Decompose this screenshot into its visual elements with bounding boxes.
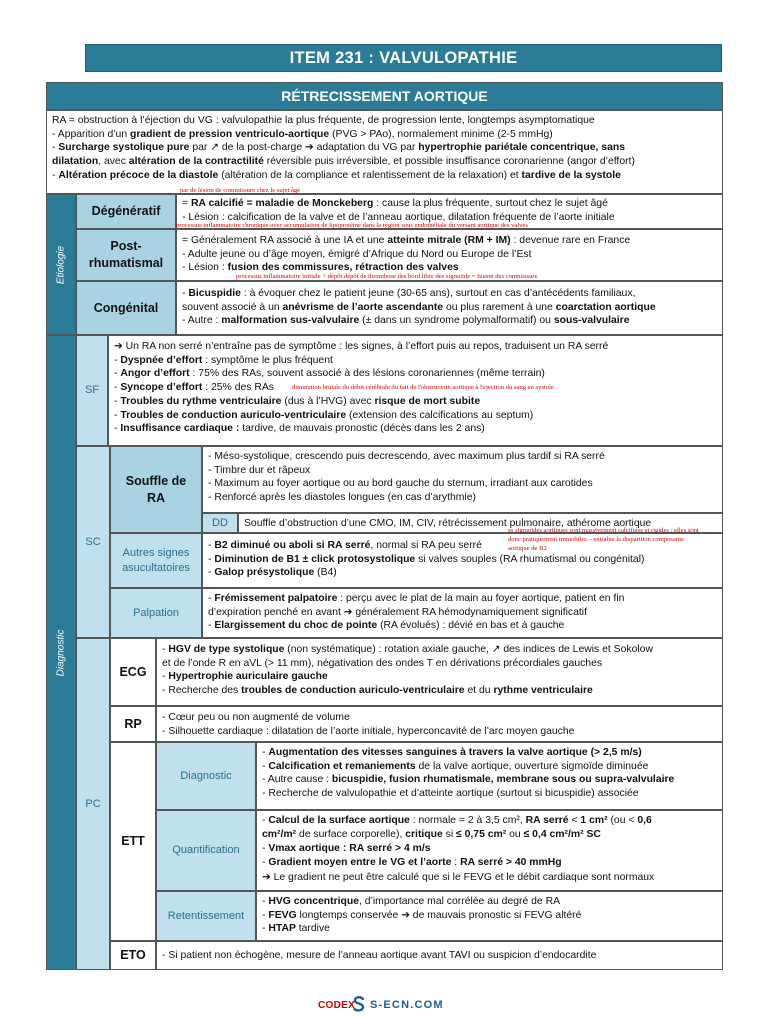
text-line: - Augmentation des vitesses sanguines à travers la valve aortique (> 2,5 m/s) xyxy=(262,747,642,758)
palpation-text xyxy=(202,588,723,638)
text-line: - Renforcé après les diastoles longues (en cas d’arythmie) xyxy=(208,492,476,504)
sf-label: SF xyxy=(76,335,108,446)
text-line: - Maximum au foyer aortique ou au bord gauche du sternum, irradiant aux carotides xyxy=(208,478,593,490)
text-line: - Silhouette cardiaque : dilatation de l’aorte initiale, hyperconcavité de l’arc moyen gauche xyxy=(162,725,575,737)
ett-diagnostic-label: Diagnostic xyxy=(156,742,256,810)
autres-signes-label: Autres signes asucultatoires xyxy=(110,533,202,588)
text-line: - FEVG longtemps conservée ➔ de mauvais pronostic si FEVG altéré xyxy=(262,909,582,921)
text-line: - Gradient moyen entre le VG et l’aorte : RA serré > 40 mmHg xyxy=(262,857,562,869)
ett-quantification-label: Quantification xyxy=(156,810,256,891)
annotation-note: processus inflammatoire initiale + dépôt dépôt de thrombose des bord libre des sigmoïde = fusion des commissure xyxy=(236,273,538,280)
annotation-note: donc pratiquement immobiles – entraîne la disparition composante xyxy=(508,536,684,543)
text-line: - Vmax aortique : RA serré > 4 m/s xyxy=(262,843,431,855)
ecg-text xyxy=(156,638,723,706)
text-line: - Altération précoce de la diastole (altération de la compliance et ralentissement de la relaxation) et tardive de la systole xyxy=(52,169,621,181)
text-line: - Calcification et remaniements de la valve aortique, ouverture sigmoïde diminuée xyxy=(262,760,649,772)
eto-label: ETO xyxy=(110,941,156,970)
ett-retentissement-text xyxy=(256,891,723,941)
ecg-label: ECG xyxy=(110,638,156,706)
text-line: - Angor d’effort : 75% des RAs, souvent associé à des lésions coronariennes (même terrain) xyxy=(114,368,545,380)
text-line: d’expiration penché en avant ➔ généralement RA hémodynamiquement significatif xyxy=(208,606,587,618)
annotation-note: par de lésion de commissure chez le sujet âgé xyxy=(180,187,301,194)
section-title: RÉTRECISSEMENT AORTIQUE xyxy=(46,82,723,110)
etiologie-label: Etiologie xyxy=(46,194,76,335)
dd-text: Souffle d’obstruction d’une CMO, IM, CIV, rétrécissement pulmonaire, athérome aortique xyxy=(238,513,723,533)
text-line: - Lésion : calcification de la valve et de l’anneau aortique, dilatation fréquente de l’aorte initiale xyxy=(182,211,615,223)
intro-text xyxy=(46,110,723,194)
footer-site: S-ECN.COM xyxy=(370,999,444,1011)
text-line: - HTAP tardive xyxy=(262,923,330,935)
text-line: RA = obstruction à l’éjection du VG : valvulopathie la plus fréquente, de progression lente, longtemps asymptomatique xyxy=(52,115,595,126)
diagnostic-label: Diagnostic xyxy=(46,335,76,970)
text-line: - Elargissement du choc de pointe (RA évolués) : dévié en bas et à gauche xyxy=(208,620,565,632)
text-line: - Cœur peu ou non augmenté de volume xyxy=(162,712,350,723)
text-line: - Syncope d’effort : 25% des RAs xyxy=(114,382,274,394)
text-line: - Bicuspidie : à évoquer chez le patient jeune (30-65 ans), surtout en cas d’antécédents familiaux, xyxy=(182,288,636,299)
text-line: - Troubles de conduction auriculo-ventriculaire (extension des calcifications au septum) xyxy=(114,409,534,421)
text-line: - Lésion : fusion des commissures, rétraction des valves xyxy=(182,262,459,274)
text-line: - Recherche des troubles de conduction auriculo-ventriculaire et du rythme ventriculaire xyxy=(162,685,593,697)
etiologie-post-rhumatismal-label: Post-rhumatismal xyxy=(76,229,176,281)
pc-label: PC xyxy=(76,638,110,970)
text-line: - Insuffisance cardiaque : tardive, de mauvais pronostic (décès dans les 2 ans) xyxy=(114,423,485,435)
text-line: = RA calcifié = maladie de Monckeberg : cause la plus fréquente, surtout chez le sujet âgé xyxy=(182,198,608,209)
annotation-note: diminution brutale du débit cérébrale du fait de l'obstructoin aortique à l'ejection du sang en systole xyxy=(292,384,554,391)
text-line: - Diminution de B1 ± click protosystolique si valves souples (RA rhumatismal ou congénital) xyxy=(208,553,645,565)
rp-text xyxy=(156,706,723,742)
footer-brand: CODEX xyxy=(318,1000,356,1011)
annotation-note: es sigmoïdes aortiques sont massivement calcifiées et rigides ; elles sont xyxy=(508,527,699,534)
text-line: cm²/m² de surface corporelle), critique si ≤ 0,75 cm² ou ≤ 0,4 cm²/m² SC xyxy=(262,829,601,841)
text-line: = Généralement RA associé à une IA et une atteinte mitrale (RM + IM) : devenue rare en France xyxy=(182,235,631,246)
text-line: - Galop présystolique (B4) xyxy=(208,567,337,579)
ett-label: ETT xyxy=(110,742,156,941)
dd-label: DD xyxy=(202,513,238,533)
text-line: - Timbre dur et râpeux xyxy=(208,464,311,476)
etiologie-congenital-label: Congénital xyxy=(76,281,176,335)
text-line: - Calcul de la surface aortique : normale = 2 à 3,5 cm², RA serré < 1 cm² (ou < 0,6 xyxy=(262,815,652,826)
ett-retentissement-label: Retentissement xyxy=(156,891,256,941)
souffle-text xyxy=(202,446,723,513)
text-line: - Hypertrophie auriculaire gauche xyxy=(162,671,328,683)
text-line: - HGV de type systolique (non systématique) : rotation axiale gauche, ↗ des indices de Lewis et Sokolow xyxy=(162,644,653,655)
eto-text: - Si patient non échogène, mesure de l’anneau aortique avant TAVI ou suspicion d’endocardite xyxy=(156,941,723,970)
text-line: - Frémissement palpatoire : perçu avec le plat de la main au foyer aortique, patient en fin xyxy=(208,593,625,604)
text-line: - B2 diminué ou aboli si RA serré, normal si RA peu serré xyxy=(208,540,482,551)
etiologie-degeneratif-label: Dégénératif xyxy=(76,194,176,229)
text-line: - Autre cause : bicuspidie, fusion rhumatismale, membrane sous ou supra-valvulaire xyxy=(262,774,675,786)
text-line: - Méso-systolique, crescendo puis decrescendo, avec maximum plus tardif si RA serré xyxy=(208,451,605,462)
text-line: - Adulte jeune ou d’âge moyen, émigré d’Afrique du Nord ou Europe de l’Est xyxy=(182,248,532,260)
text-line: - Recherche de valvulopathie et d’atteinte aortique (surtout si bicuspidie) associée xyxy=(262,788,639,800)
etiologie-congenital-text xyxy=(176,281,723,335)
ett-quantification-text xyxy=(256,810,723,891)
text-line: - HVG concentrique, d’importance mal corrélée au degré de RA xyxy=(262,896,561,907)
text-line: - Troubles du rythme ventriculaire (dus à l’HVG) avec risque de mort subite xyxy=(114,395,481,407)
text-line: dilatation, avec altération de la contractilité réversible puis irréversible, et possible insuffisance coronarienne (angor d’effort) xyxy=(52,156,635,168)
text-line: - Autre : malformation sus-valvulaire (± dans un syndrome polymalformatif) ou sous-valvulaire xyxy=(182,315,630,327)
page-title: ITEM 231 : VALVULOPATHIE xyxy=(85,44,722,72)
text-line: souvent associé à un anévrisme de l’aorte ascendante ou plus rarement à une coarctation aortique xyxy=(182,301,656,313)
text-line: - Dyspnée d’effort : symptôme le plus fréquent xyxy=(114,354,333,366)
souffle-label: Souffle de RA xyxy=(110,446,202,533)
ett-diagnostic-text xyxy=(256,742,723,810)
rp-label: RP xyxy=(110,706,156,742)
text-line: ➔ Le gradient ne peut être calculé que si le FEVG et le débit cardiaque sont normaux xyxy=(262,871,655,883)
annotation-note: aortique de B2 xyxy=(508,545,547,552)
annotation-note: processus inflammatoire chronique avec accumulation de lipoprotéine dans la région sous endothéliale du versant aortique des valves xyxy=(176,222,528,229)
s-logo-icon xyxy=(352,996,366,1012)
text-line: ➔ Un RA non serré n’entraîne pas de symptôme : les signes, à l’effort puis au repos, traduisent un RA serré xyxy=(114,341,609,352)
text-line: - Apparition d’un gradient de pression ventriculo-aortique (PVG > PAo), normalement minime (2-5 mmHg) xyxy=(52,128,553,140)
text-line: et de l’onde R en aVL (> 11 mm), négativation des ondes T en dérivations précordiales gauches xyxy=(162,657,603,669)
text-line: - Surcharge systolique pure par ↗ de la post-charge ➔ adaptation du VG par hypertrophie pariétale concentrique, sans xyxy=(52,142,625,154)
sc-label: SC xyxy=(76,446,110,638)
palpation-label: Palpation xyxy=(110,588,202,638)
footer xyxy=(318,996,458,1016)
